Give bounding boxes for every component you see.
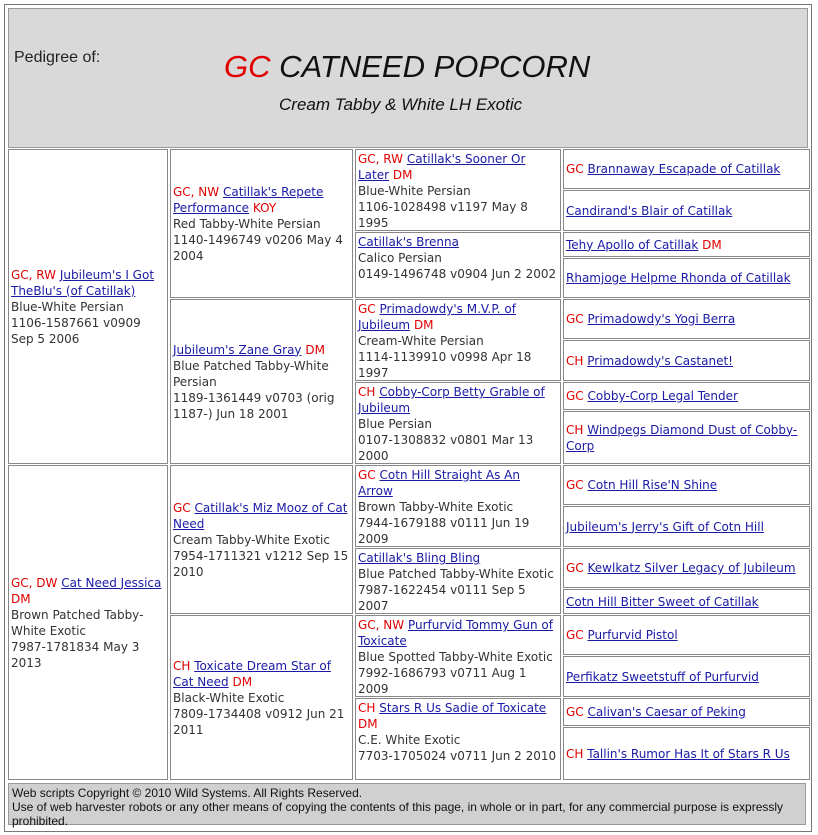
cat-registration: 1106-1028498 v1197 May 8 1995 xyxy=(358,200,528,230)
copyright-footer xyxy=(8,783,806,828)
cat-registration: 0149-1496748 v0904 Jun 2 2002 xyxy=(358,267,557,281)
gen4-cell xyxy=(563,615,810,655)
cat-registration: 1189-1361449 v0703 (orig 1187-) Jun 18 2001 xyxy=(173,390,335,421)
cat-suffix: DM xyxy=(305,342,325,357)
cat-link[interactable]: Purfurvid Pistol xyxy=(587,628,678,642)
cat-title: GC, DW xyxy=(11,575,58,590)
cat-title: GC xyxy=(566,628,584,642)
gen3-cell xyxy=(355,615,561,697)
gen4-cell xyxy=(563,656,810,697)
dam-cell xyxy=(8,465,168,780)
gen4-cell xyxy=(563,258,810,298)
cat-link[interactable]: Jubileum's I Got TheBlu's (of Catillak) xyxy=(11,267,155,298)
cat-registration: 1106-1587661 v0909 Sep 5 2006 xyxy=(11,315,141,346)
cat-title: GC xyxy=(358,468,376,482)
cat-link[interactable]: Tallin's Rumor Has It of Stars R Us xyxy=(587,746,790,761)
cat-title: GC xyxy=(566,312,584,326)
gen4-cell xyxy=(563,340,810,381)
gen3-cell xyxy=(355,382,561,464)
cat-suffix: DM xyxy=(413,318,434,332)
cat-link[interactable]: Rhamjoge Helpme Rhonda of Catillak xyxy=(566,271,791,285)
cat-color: C.E. White Exotic xyxy=(358,733,461,747)
cat-link[interactable]: Purfurvid Tommy Gun of Toxicate xyxy=(358,618,553,648)
cat-link[interactable]: Perfikatz Sweetstuff of Purfurvid xyxy=(566,669,759,684)
gen4-cell xyxy=(563,506,810,547)
cat-title: CH xyxy=(566,353,584,368)
cat-link[interactable]: Catillak's Repete Performance xyxy=(173,184,324,215)
cat-name: CATNEED POPCORN xyxy=(279,49,591,84)
cat-color: Calico Persian xyxy=(358,251,442,265)
cat-suffix: KOY xyxy=(252,200,277,215)
cat-color: Blue Persian xyxy=(358,417,433,431)
cat-registration: 7809-1734408 v0912 Jun 21 2011 xyxy=(173,706,345,737)
cat-registration: 7703-1705024 v0711 Jun 2 2010 xyxy=(358,749,557,763)
cat-title: CH xyxy=(173,658,191,673)
cat-registration: 1114-1139910 v0998 Apr 18 1997 xyxy=(358,350,532,380)
cat-title: GC, RW xyxy=(358,152,404,166)
cat-link[interactable]: Calivan's Caesar of Peking xyxy=(587,705,746,719)
cat-registration: 1140-1496749 v0206 May 4 2004 xyxy=(173,232,343,263)
cat-title: GC xyxy=(224,49,271,84)
cat-link[interactable]: Windpegs Diamond Dust of Cobby-Corp xyxy=(566,422,798,453)
cat-link[interactable]: Primadowdy's M.V.P. of Jubileum xyxy=(358,302,516,332)
cat-suffix: DM xyxy=(702,237,722,252)
gen2-cell xyxy=(170,299,353,464)
cat-title: GC xyxy=(566,561,584,575)
cat-title: GC xyxy=(566,478,584,492)
cat-link[interactable]: Toxicate Dream Star of Cat Need xyxy=(173,658,331,689)
cat-registration: 7987-1622454 v0111 Sep 5 2007 xyxy=(358,583,526,613)
cat-description: Cream Tabby & White LH Exotic xyxy=(279,95,523,114)
gen3-cell xyxy=(355,232,561,298)
cat-suffix: DM xyxy=(11,591,31,606)
cat-title: GC xyxy=(358,302,376,316)
cat-link[interactable]: Tehy Apollo of Catillak xyxy=(566,237,699,252)
cat-title: CH xyxy=(358,701,376,715)
cat-color: Black-White Exotic xyxy=(173,690,285,705)
usage-notice: Use of web harvester robots or any other means of copying the contents of this page, in whole or in part, for any commercial purpose is expressly prohibited. xyxy=(12,800,784,828)
cat-link[interactable]: Catillak's Miz Mooz of Cat Need xyxy=(173,500,348,531)
cat-color: Blue-White Persian xyxy=(358,184,471,198)
cat-link[interactable]: Cat Need Jessica xyxy=(61,575,162,590)
cat-link[interactable]: Cobby-Corp Legal Tender xyxy=(587,389,738,403)
cat-link[interactable]: Primadowdy's Castanet! xyxy=(587,353,733,368)
gen3-cell xyxy=(355,698,561,780)
cat-color: Cream-White Persian xyxy=(358,334,484,348)
gen3-cell xyxy=(355,465,561,547)
pedigree-header xyxy=(8,8,808,148)
gen2-cell xyxy=(170,465,353,614)
cat-link[interactable]: Cotn Hill Rise'N Shine xyxy=(587,478,718,492)
gen3-cell xyxy=(355,548,561,614)
cat-color: Cream Tabby-White Exotic xyxy=(173,532,330,547)
gen3-cell xyxy=(355,149,561,231)
cat-color: Red Tabby-White Persian xyxy=(173,216,321,231)
cat-link[interactable]: Primadowdy's Yogi Berra xyxy=(587,312,736,326)
cat-link[interactable]: Jubileum's Jerry's Gift of Cotn Hill xyxy=(566,519,764,534)
gen4-cell xyxy=(563,411,810,464)
pedigree-frame xyxy=(4,4,812,832)
gen4-cell xyxy=(563,299,810,339)
cat-registration: 0107-1308832 v0801 Mar 13 2000 xyxy=(358,433,534,463)
cat-link[interactable]: Jubileum's Zane Gray xyxy=(173,342,302,357)
cat-title-name xyxy=(224,49,590,85)
sire-cell xyxy=(8,149,168,464)
cat-title: GC xyxy=(173,500,191,515)
cat-link[interactable]: Catillak's Sooner Or Later xyxy=(358,152,526,182)
cat-suffix: DM xyxy=(358,717,378,731)
cat-title: GC, NW xyxy=(173,184,220,199)
gen4-cell xyxy=(563,589,810,614)
cat-color: Brown Patched Tabby-White Exotic xyxy=(11,607,144,638)
copyright-text: Web scripts Copyright © 2010 Wild Systems. All Rights Reserved. xyxy=(12,786,363,800)
gen2-cell xyxy=(170,615,353,780)
gen4-cell xyxy=(563,149,810,189)
cat-registration: 7992-1686793 v0711 Aug 1 2009 xyxy=(358,666,527,696)
cat-title: GC xyxy=(566,389,584,403)
cat-title: CH xyxy=(358,385,376,399)
gen2-cell xyxy=(170,149,353,298)
cat-color: Blue Patched Tabby-White Persian xyxy=(173,358,329,389)
gen4-cell xyxy=(563,698,810,726)
cat-link[interactable]: Stars R Us Sadie of Toxicate xyxy=(379,701,547,715)
pedigree-label: Pedigree of: xyxy=(14,49,101,66)
gen4-cell xyxy=(563,548,810,588)
cat-color: Brown Tabby-White Exotic xyxy=(358,500,514,514)
cat-registration: 7987-1781834 May 3 2013 xyxy=(11,639,140,670)
cat-title: GC, RW xyxy=(11,267,57,282)
gen4-cell xyxy=(563,190,810,231)
cat-registration: 7954-1711321 v1212 Sep 15 2010 xyxy=(173,548,349,579)
cat-link[interactable]: Catillak's Brenna xyxy=(358,235,459,249)
gen3-cell xyxy=(355,299,561,381)
gen4-cell xyxy=(563,382,810,410)
cat-link[interactable]: Candirand's Blair of Catillak xyxy=(566,203,733,218)
gen4-cell xyxy=(563,727,810,780)
cat-link[interactable]: Catillak's Bling Bling xyxy=(358,551,481,565)
cat-suffix: DM xyxy=(232,674,253,689)
cat-link[interactable]: Kewlkatz Silver Legacy of Jubileum xyxy=(587,561,796,575)
cat-title: CH xyxy=(566,746,584,761)
cat-registration: 7944-1679188 v0111 Jun 19 2009 xyxy=(358,516,530,546)
cat-title: GC xyxy=(566,162,584,176)
cat-link[interactable]: Brannaway Escapade of Catillak xyxy=(587,162,781,176)
cat-link[interactable]: Cobby-Corp Betty Grable of Jubileum xyxy=(358,385,545,415)
cat-title: CH xyxy=(566,422,584,437)
cat-color: Blue Spotted Tabby-White Exotic xyxy=(358,650,553,664)
cat-title: GC xyxy=(566,705,584,719)
gen4-cell xyxy=(563,465,810,505)
gen4-cell xyxy=(563,232,810,257)
cat-link[interactable]: Cotn Hill Straight As An Arrow xyxy=(358,468,520,498)
cat-color: Blue-White Persian xyxy=(11,299,124,314)
cat-link[interactable]: Cotn Hill Bitter Sweet of Catillak xyxy=(566,594,759,609)
cat-suffix: DM xyxy=(392,168,413,182)
cat-color: Blue Patched Tabby-White Exotic xyxy=(358,567,554,581)
cat-title: GC, NW xyxy=(358,618,405,632)
